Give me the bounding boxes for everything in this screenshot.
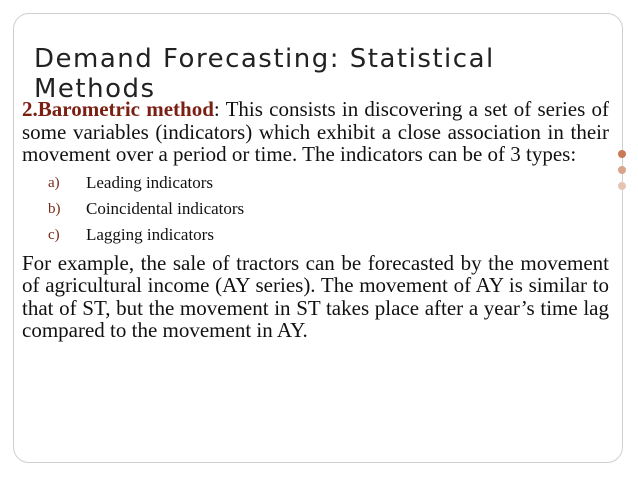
method-heading: 2.Barometric method (22, 97, 214, 121)
list-item-label: Coincidental indicators (86, 198, 245, 218)
list-marker: b) (48, 200, 61, 217)
list-item (22, 196, 609, 222)
slide-title: Demand Forecasting: Statistical Methods (34, 44, 495, 104)
list-item (22, 170, 609, 196)
list-item-label: Leading indicators (86, 172, 213, 192)
slide-body (22, 98, 609, 342)
indicator-types-list (22, 170, 609, 248)
list-marker: a) (48, 174, 60, 191)
example-paragraph: For example, the sale of tractors can be forecasted by the movement of agricultural income (AY series). The movement of AY is similar to that of ST, but the movement in ST takes place after a year’s time lag compared to the movement in AY. (22, 250, 609, 342)
decorative-dot (618, 150, 626, 158)
decorative-dot (618, 182, 626, 190)
list-marker: c) (48, 226, 60, 243)
list-item-label: Lagging indicators (86, 224, 214, 244)
decorative-dot (618, 166, 626, 174)
list-item (22, 222, 609, 248)
intro-text: : This consists in discovering a set of series of some variables (indicators) which exhibit a close association in their movement over a period or time. The indicators can be of 3 types: (22, 97, 609, 166)
intro-paragraph (22, 98, 609, 166)
